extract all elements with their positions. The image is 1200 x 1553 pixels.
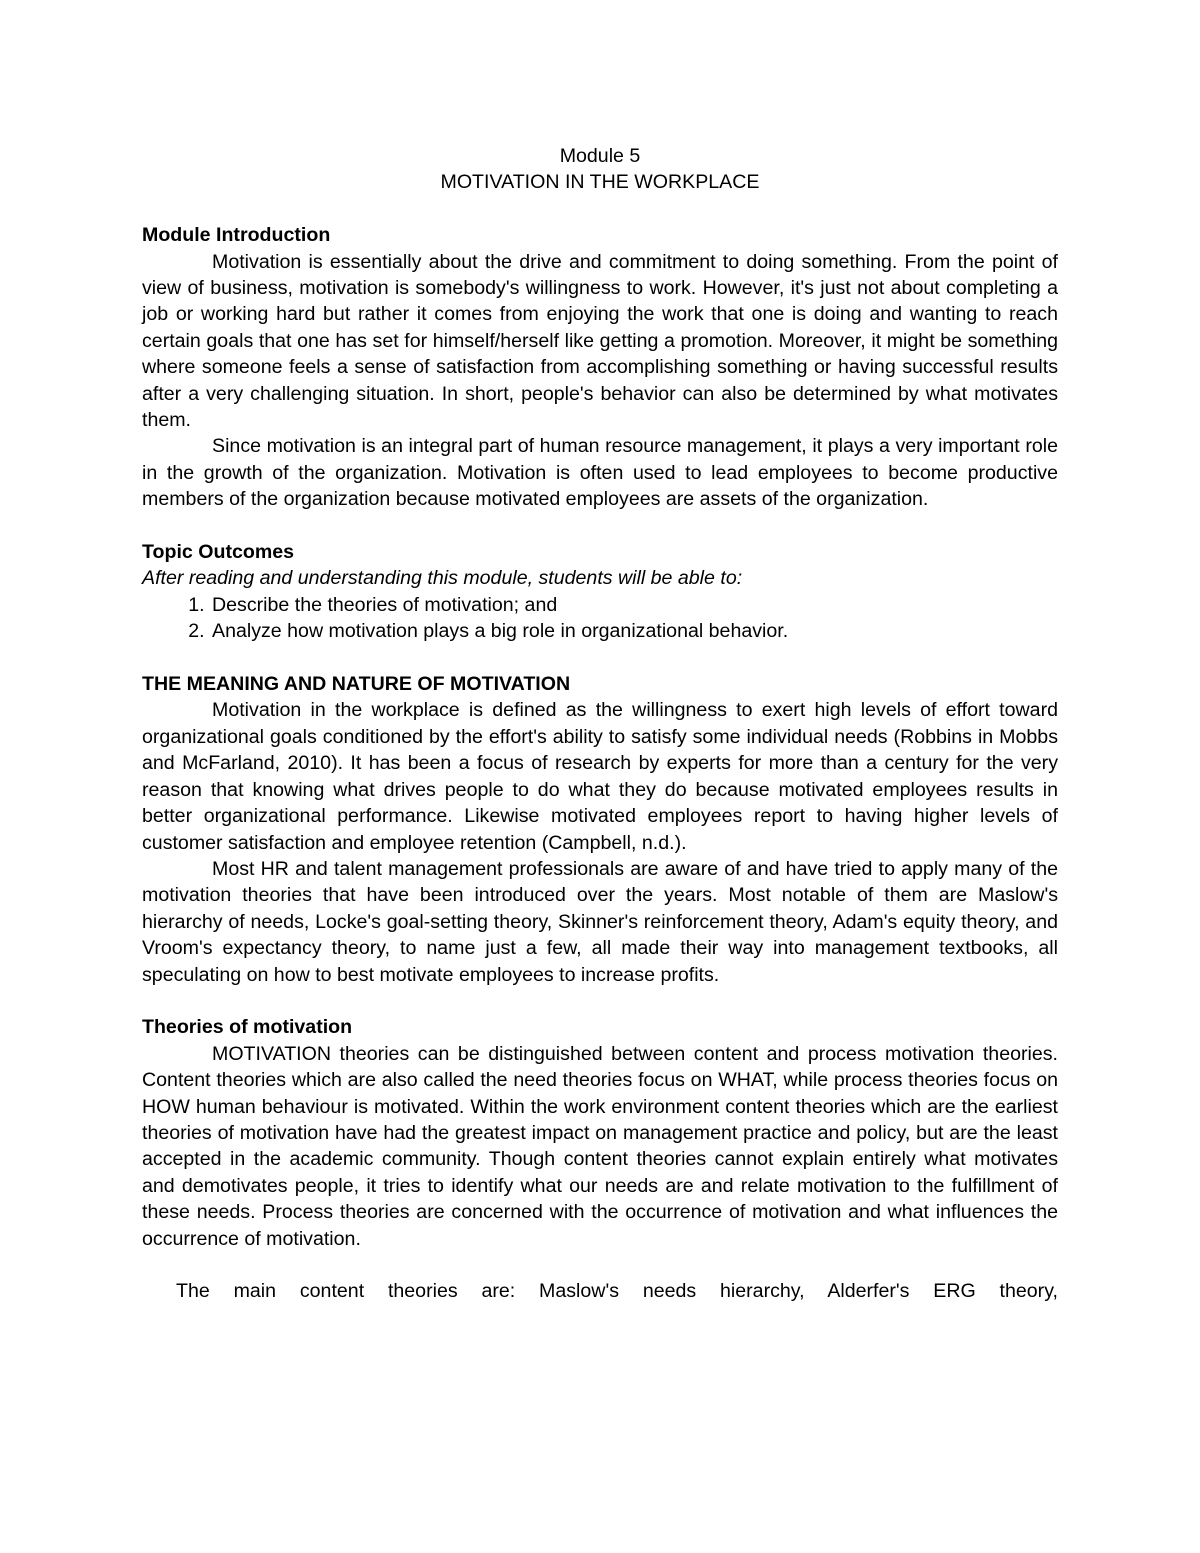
document-page — [142, 143, 1058, 1305]
theories-closing-line: The main content theories are: Maslow's needs hierarchy, Alderfer's ERG theory, — [176, 1280, 1058, 1303]
meaning-paragraph-2: Most HR and talent management professionals are aware of and have tried to apply many of the motivation theories that have been introduced over the years. Most notable of them are Maslow's hierarchy of needs, Locke's goal-setting theory, Skinner's reinforcement theory, Adam's equity theory, and Vroom's expectancy theory, to name just a few, all made their way into management textbooks, all speculating on how to best motivate employees to increase profits. — [142, 857, 1058, 986]
spacer — [142, 1252, 1058, 1278]
outcomes-lead: After reading and understanding this module, students will be able to: — [142, 567, 743, 590]
outcome-item: 2. Analyze how motivation plays a big role in organizational behavior. — [210, 618, 1058, 644]
meaning-paragraph-1: Motivation in the workplace is defined as the willingness to exert high levels of effort toward organizational goals conditioned by the effort's ability to satisfy some individual needs (Robbins in Mobbs and McFarland, 2010). It has been a focus of research by experts for more than a century for the very reason that knowing what drives people to do what they do because motivated employees results in better organizational performance. Likewise motivated employees report to having higher levels of customer satisfaction and employee retention (Campbell, n.d.). — [142, 699, 1058, 854]
section-heading-meaning: THE MEANING AND NATURE OF MOTIVATION — [142, 673, 571, 696]
module-title: MOTIVATION IN THE WORKPLACE — [440, 171, 760, 194]
spacer — [142, 988, 1058, 1014]
section-heading-introduction: Module Introduction — [142, 224, 331, 247]
spacer — [142, 645, 1058, 671]
spacer — [142, 513, 1058, 539]
outcome-item: 1. Describe the theories of motivation; and — [210, 592, 1058, 618]
introduction-paragraph-1: Motivation is essentially about the drive and commitment to doing something. From the point of view of business, motivation is somebody's willingness to work. However, it's just not about completing a job or working hard but rather it comes from enjoying the work that one is doing and wanting to reach certain goals that one has set for himself/herself like getting a promotion. Moreover, it might be something where someone feels a sense of satisfaction from accomplishing something or having successful results after a very challenging situation. In short, people's behavior can also be determined by what motivates them. — [142, 250, 1058, 432]
section-heading-outcomes: Topic Outcomes — [142, 541, 295, 564]
introduction-paragraph-2: Since motivation is an integral part of human resource management, it plays a very important role in the growth of the organization. Motivation is often used to lead employees to become productive members of the organization because motivated employees are assets of the organization. — [142, 435, 1058, 511]
module-number: Module 5 — [559, 145, 641, 167]
outcomes-list — [142, 592, 1058, 645]
spacer — [142, 196, 1058, 222]
section-heading-theories: Theories of motivation — [142, 1016, 353, 1039]
theories-paragraph-1: MOTIVATION theories can be distinguished between content and process motivation theories. Content theories which are also called the need theories focus on WHAT, while process theories focus on HOW human behaviour is motivated. Within the work environment content theories which are the earliest theories of motivation have had the greatest impact on management practice and policy, but are the least accepted in the academic community. Though content theories cannot explain entirely what motivates and demotivates people, it tries to identify what our needs are and relate motivation to the fulfillment of these needs. Process theories are concerned with the occurrence of motivation and what influences the occurrence of motivation. — [142, 1042, 1058, 1250]
